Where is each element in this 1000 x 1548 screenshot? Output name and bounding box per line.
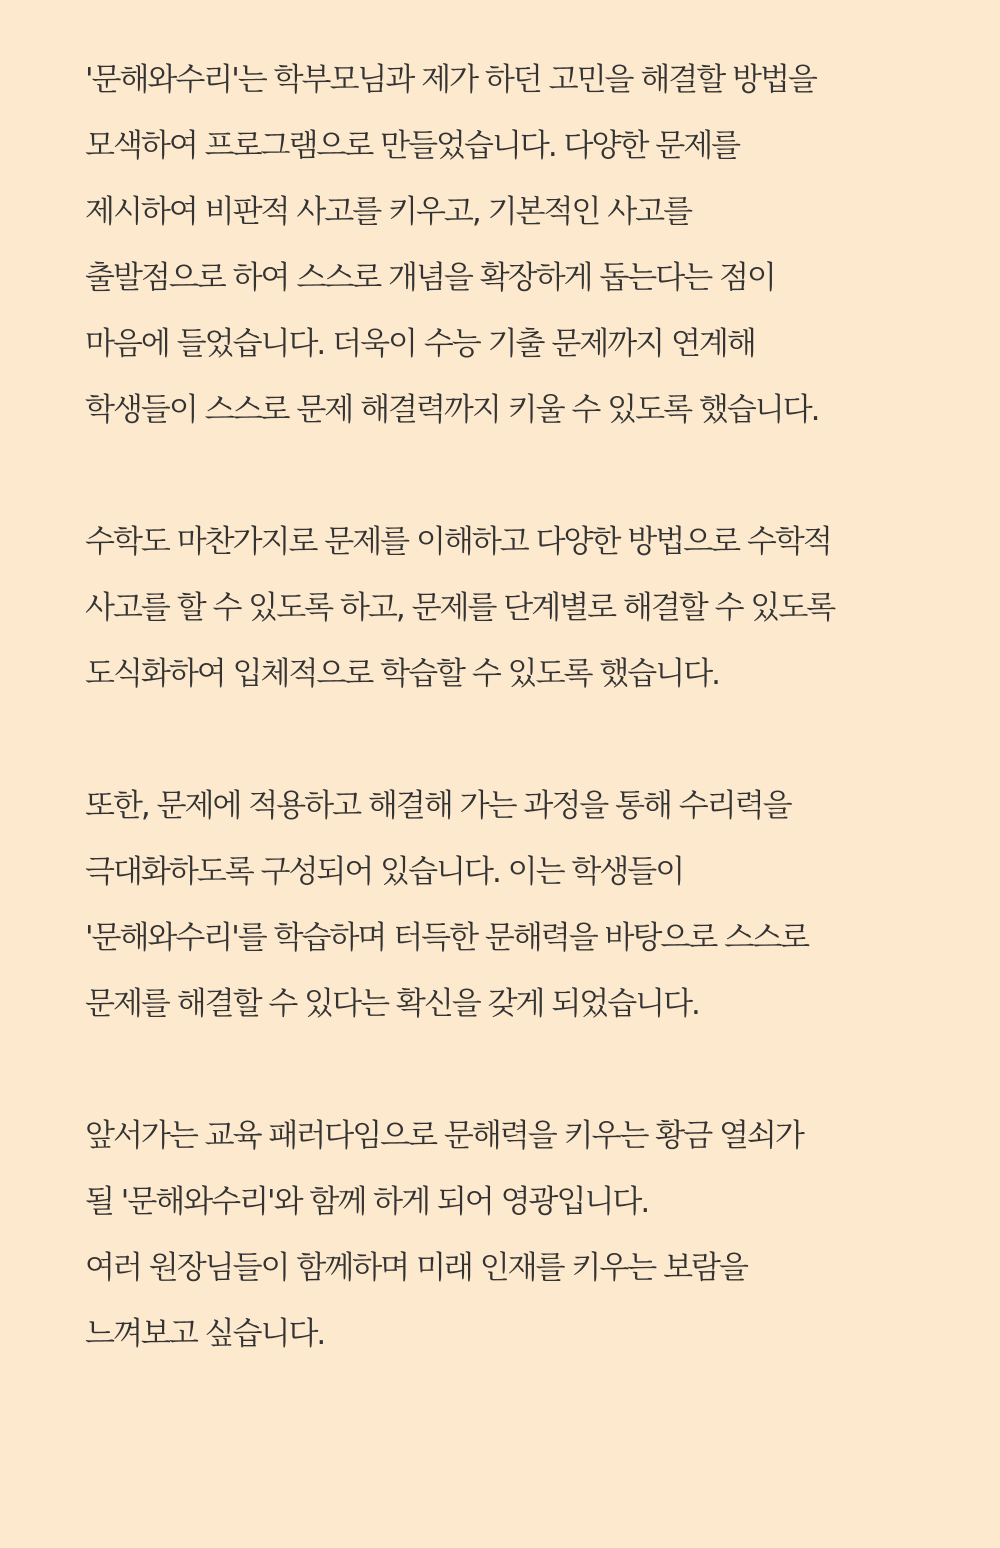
text-line: 여러 원장님들이 함께하며 미래 인재를 키우는 보람을 xyxy=(85,1250,747,1286)
text-line: 문제를 해결할 수 있다는 확신을 갖게 되었습니다. xyxy=(85,986,699,1022)
text-line: 출발점으로 하여 스스로 개념을 확장하게 돕는다는 점이 xyxy=(85,260,775,296)
paragraph-2 xyxy=(85,509,960,707)
paragraph-4 xyxy=(85,1103,960,1367)
text-line: 마음에 들었습니다. 더욱이 수능 기출 문제까지 연계해 xyxy=(85,326,755,362)
text-line: 될 '문해와수리'와 함께 하게 되어 영광입니다. xyxy=(85,1184,649,1220)
text-line: 제시하여 비판적 사고를 키우고, 기본적인 사고를 xyxy=(85,194,692,230)
text-line: '문해와수리'를 학습하며 터득한 문해력을 바탕으로 스스로 xyxy=(85,920,809,956)
paragraph-3 xyxy=(85,773,960,1037)
text-line: 앞서가는 교육 패러다임으로 문해력을 키우는 황금 열쇠가 xyxy=(85,1118,803,1154)
text-line: 극대화하도록 구성되어 있습니다. 이는 학생들이 xyxy=(85,854,684,890)
text-line: '문해와수리'는 학부모님과 제가 하던 고민을 해결할 방법을 xyxy=(85,62,816,98)
text-line: 모색하여 프로그램으로 만들었습니다. 다양한 문제를 xyxy=(85,128,740,164)
paragraph-1 xyxy=(85,47,960,443)
text-line: 느껴보고 싶습니다. xyxy=(85,1316,325,1352)
text-line: 또한, 문제에 적용하고 해결해 가는 과정을 통해 수리력을 xyxy=(85,788,791,824)
text-line: 도식화하여 입체적으로 학습할 수 있도록 했습니다. xyxy=(85,656,719,692)
text-line: 수학도 마찬가지로 문제를 이해하고 다양한 방법으로 수학적 xyxy=(85,524,831,560)
text-line: 사고를 할 수 있도록 하고, 문제를 단계별로 해결할 수 있도록 xyxy=(85,590,835,626)
text-line: 학생들이 스스로 문제 해결력까지 키울 수 있도록 했습니다. xyxy=(85,392,819,428)
